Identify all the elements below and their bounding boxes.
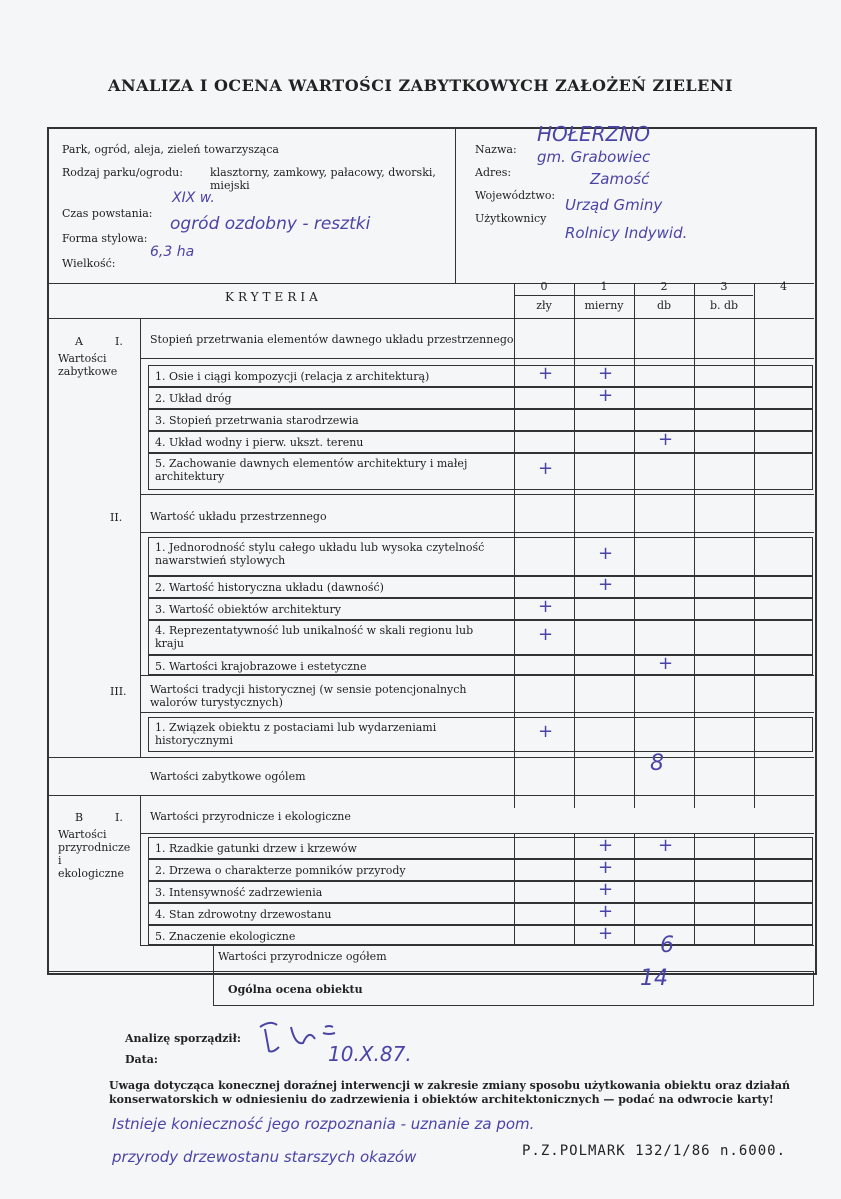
check-mark: + [658,835,674,856]
heading-overall: Ogólna ocena obiektu [228,983,363,996]
check-mark: + [598,385,614,406]
criteria-row [148,925,813,945]
check-mark: + [598,879,614,900]
check-mark: + [658,429,674,450]
heading-b-total: Wartości przyrodnicze ogółem [218,950,387,963]
column-label: db [656,299,672,312]
score-a-total: 8 [650,751,664,776]
column-number: 3 [720,280,728,293]
column-divider [754,283,755,808]
wojewodztwo-value: Zamość [590,170,650,188]
criteria-label: 4. Układ wodny i pierw. ukszt. terenu [155,436,364,449]
uwaga-text: Uwaga dotycząca konecznej doraźnej interwencji w zakresie zmiany sposobu użytkowania obiektu oraz działań konserwatorskich w odniesieniu do zadrzewienia i obiektów architektonicznych — podać na odwrocie karty! [109,1079,791,1106]
criteria-label: 1. Związek obiektu z postaciami lub wydarzeniami historycznymi [155,721,437,747]
criteria-label: 5. Wartości krajobrazowe i estetyczne [155,660,367,673]
criteria-label: 2. Drzewa o charakterze pomników przyrody [155,864,406,877]
criteria-row [148,537,813,576]
adres-value: gm. Grabowiec [537,148,651,166]
criteria-row [148,881,813,903]
criteria-label: 2. Układ dróg [155,392,232,405]
criteria-label: 5. Zachowanie dawnych elementów architektury i małej architektury [155,457,468,483]
check-mark: + [598,923,614,944]
section-b-letter: B [75,811,84,824]
heading-a2: Wartość układu przestrzennego [150,510,327,523]
check-mark: + [598,901,614,922]
column-divider [574,833,575,945]
check-mark: + [538,623,554,645]
section-a-roman: I. [115,335,123,348]
check-mark: + [538,720,554,742]
heading-b1: Wartości przyrodnicze i ekologiczne [150,810,351,823]
criteria-row [148,431,813,453]
criteria-row [148,620,813,655]
column-number: 0 [540,280,548,293]
check-mark: + [538,596,554,617]
column-number: 4 [780,280,787,293]
wojewodztwo-label: Województwo: [475,189,556,202]
check-mark: + [598,363,614,384]
score-overall: 14 [640,966,668,991]
nazwa-value: HOŁERZNO [537,122,650,146]
park-label: Park, ogród, aleja, zieleń towarzysząca [62,143,279,156]
check-mark: + [598,542,614,564]
criteria-row [148,576,813,598]
adres-label: Adres: [475,166,512,179]
criteria-row [148,365,813,387]
criteria-row [148,903,813,925]
check-mark: + [598,857,614,878]
section-b-roman: I. [115,811,123,824]
column-divider [754,833,755,945]
criteria-label: 4. Stan zdrowotny drzewostanu [155,908,332,921]
check-mark: + [658,653,674,674]
data-label: Data: [125,1053,158,1066]
criteria-row [148,453,813,490]
wielkosc-value: 6,3 ha [150,244,195,260]
column-divider [634,283,635,808]
column-label: b. db [709,299,739,312]
criteria-row [148,409,813,431]
forma-label: Forma stylowa: [62,232,148,245]
heading-a-total: Wartości zabytkowe ogólem [150,770,306,783]
rodzaj-label: Rodzaj parku/ogrodu: [62,166,183,179]
column-divider [514,833,515,945]
criteria-row [148,837,813,859]
roman-iii: III. [110,685,127,698]
kryteria-label: KRYTERIA [225,290,322,304]
wielkosc-label: Wielkość: [62,257,116,270]
nazwa-label: Nazwa: [475,143,517,156]
section-a-name: Wartości zabytkowe [58,352,118,378]
column-divider [514,283,515,808]
date-value: 10.X.87. [328,1042,412,1066]
section-a-letter: A [75,335,83,348]
score-b-total: 6 [660,933,674,958]
column-label: zły [536,299,552,312]
uzytkownicy-value-2: Rolnicy Indywid. [565,224,688,242]
heading-a1: Stopień przetrwania elementów dawnego układu przestrzennego [150,333,514,346]
note-line-2: przyrody drzewostanu starszych okazów [112,1148,417,1166]
criteria-row [148,655,813,675]
page-title: ANALIZA I OCENA WARTOŚCI ZABYTKOWYCH ZAŁOŻEŃ ZIELENI [108,76,733,95]
print-code: P.Z.POLMARK 132/1/86 n.6000. [522,1143,787,1159]
criteria-label: 3. Intensywność zadrzewienia [155,886,323,899]
column-divider [574,283,575,808]
criteria-label: 1. Osie i ciągi kompozycji (relacja z architekturą) [155,370,430,383]
criteria-row [148,859,813,881]
rodzaj-options: klasztorny, zamkowy, pałacowy, dworski, miejski [210,166,436,192]
czas-label: Czas powstania: [62,207,153,220]
uzytkownicy-label: Użytkownicy [475,212,547,225]
roman-ii: II. [110,511,123,524]
check-mark: + [598,574,614,595]
column-divider [694,833,695,945]
uzytkownicy-value-1: Urząd Gminy [565,196,663,214]
check-mark: + [538,457,554,479]
criteria-label: 1. Rzadkie gatunki drzew i krzewów [155,842,357,855]
column-divider [694,283,695,808]
note-line-1: Istnieje konieczność jego rozpoznania - uznanie za pom. [112,1115,535,1133]
criteria-label: 4. Reprezentatywność lub unikalność w skali regionu lub kraju [155,624,474,650]
check-mark: + [598,835,614,856]
criteria-label: 2. Wartość historyczna układu (dawność) [155,581,384,594]
criteria-row [148,387,813,409]
sporzadzil-label: Analizę sporządził: [125,1032,241,1045]
criteria-label: 3. Wartość obiektów architektury [155,603,341,616]
criteria-row [148,717,813,752]
column-label: mierny [584,299,624,312]
criteria-label: 1. Jednorodność stylu całego układu lub wysoka czytelność nawarstwień stylowych [155,541,485,567]
criteria-row [148,598,813,620]
forma-value: ogród ozdobny - resztki [170,214,371,234]
criteria-label: 5. Znaczenie ekologiczne [155,930,296,943]
column-number: 2 [660,280,668,293]
check-mark: + [538,363,554,384]
criteria-label: 3. Stopień przetrwania starodrzewia [155,414,359,427]
heading-a3: Wartości tradycji historycznej (w sensie potencjonalnych walorów turystycznych) [150,683,467,709]
section-b-name: Wartości przyrodnicze i ekologiczne [58,828,131,880]
czas-value: XIX w. [172,190,215,206]
column-divider [634,833,635,945]
column-number: 1 [600,280,608,293]
